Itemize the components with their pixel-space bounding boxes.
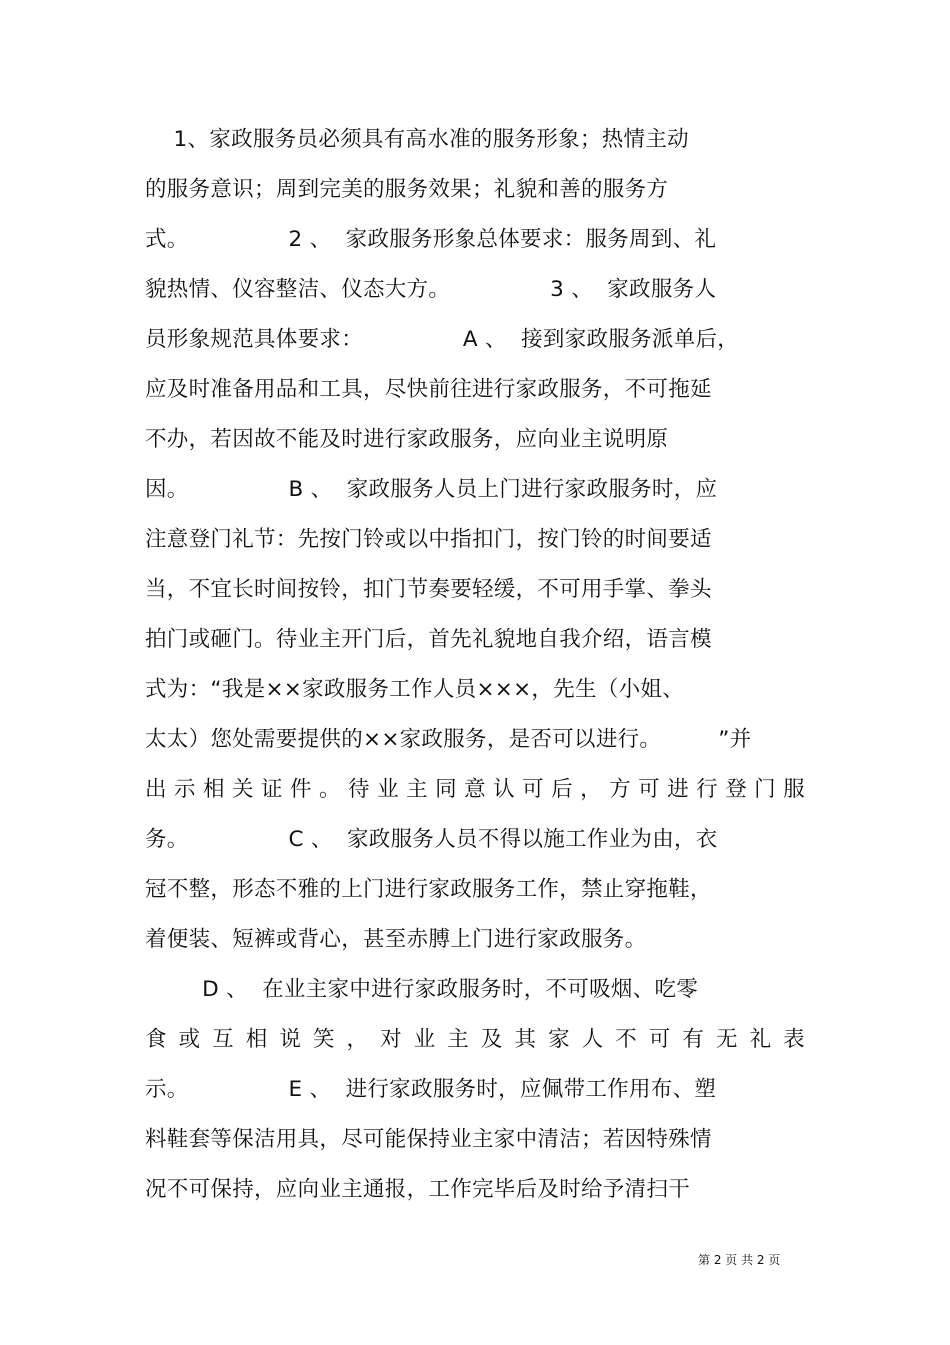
text-line: 料鞋套等保洁用具，尽可能保持业主家中清洁；若因特殊情 xyxy=(145,1127,712,1152)
text-line: 示。 E 、 进行家政服务时，应佩带工作用布、塑 xyxy=(145,1077,717,1102)
text-line: 貌热情、仪容整洁、仪态大方。 3 、 家政服务人 xyxy=(145,277,717,302)
text-line: 应及时准备用品和工具，尽快前往进行家政服务，不可拖延 xyxy=(145,377,712,402)
text-line: 因。 B 、 家政服务人员上门进行家政服务时，应 xyxy=(145,477,718,502)
text-line: 出示相关证件。待业主同意认可后，方可进行登门服 xyxy=(145,777,805,802)
text-line: 当，不宜长时间按铃，扣门节奏要轻缓，不可用手掌、拳头 xyxy=(145,577,712,602)
text-line: 太太）您处需要提供的××家政服务，是否可以进行。 ”并 xyxy=(145,727,752,752)
text-line: 员形象规范具体要求： A 、 接到家政服务派单后， xyxy=(145,327,740,352)
text-line: 的服务意识；周到完美的服务效果；礼貌和善的服务方 xyxy=(145,177,669,202)
text-line: 况不可保持，应向业主通报，工作完毕后及时给予清扫干 xyxy=(145,1177,691,1202)
text-line: 1、家政服务员必须具有高水准的服务形象；热情主动 xyxy=(145,127,689,152)
text-line: 务。 C 、 家政服务人员不得以施工作业为由，衣 xyxy=(145,827,718,852)
text-line: 食或互相说笑，对业主及其家人不可有无礼表 xyxy=(145,1027,805,1052)
text-line: 冠不整，形态不雅的上门进行家政服务工作，禁止穿拖鞋， xyxy=(145,877,712,902)
text-line: 不办，若因故不能及时进行家政服务，应向业主说明原 xyxy=(145,427,669,452)
text-line: 拍门或砸门。待业主开门后，首先礼貌地自我介绍，语言模 xyxy=(145,627,712,652)
page-number: 第 2 页 共 2 页 xyxy=(698,1253,781,1267)
text-line: 式为：“我是××家政服务工作人员×××，先生（小姐、 xyxy=(145,677,685,702)
text-line: 注意登门礼节：先按门铃或以中指扣门，按门铃的时间要适 xyxy=(145,527,712,552)
text-line: 式。 2 、 家政服务形象总体要求：服务周到、礼 xyxy=(145,227,717,252)
text-line: 着便装、短裤或背心，甚至赤膊上门进行家政服务。 xyxy=(145,927,647,952)
text-line: D 、 在业主家中进行家政服务时，不可吸烟、吃零 xyxy=(145,977,699,1002)
